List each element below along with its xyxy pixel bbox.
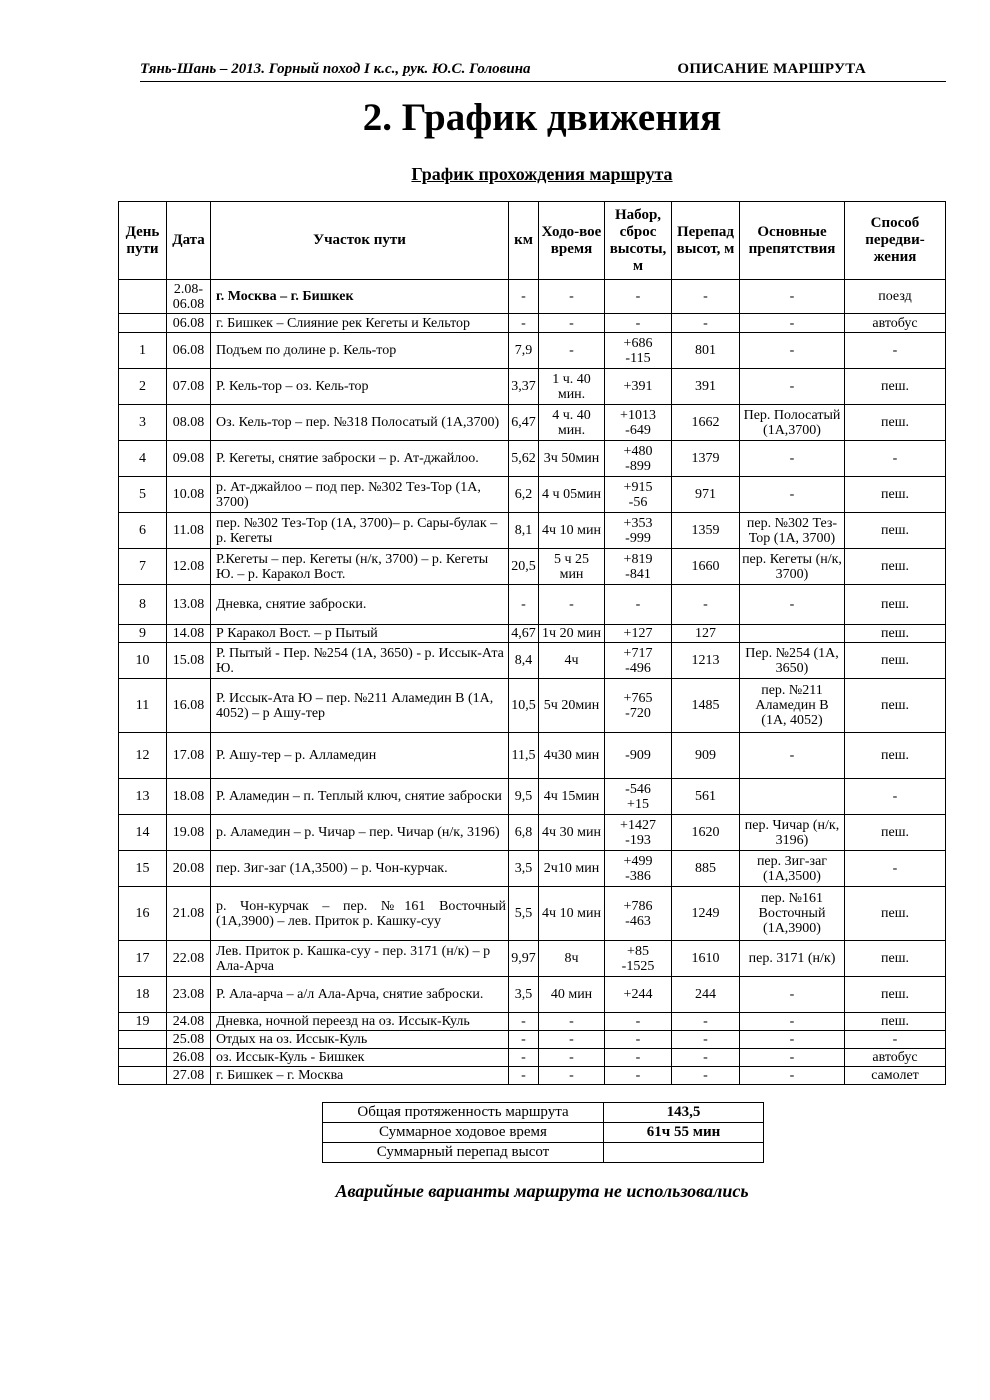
column-header: Способ передви-жения xyxy=(845,202,946,280)
table-title: График прохождения маршрута xyxy=(411,164,673,184)
column-header: Дата xyxy=(167,202,211,280)
obstacles-cell xyxy=(740,779,845,815)
schedule-table xyxy=(118,201,946,1085)
day-cell: 19 xyxy=(119,1013,167,1031)
day-cell: 6 xyxy=(119,513,167,549)
date-cell: 17.08 xyxy=(167,733,211,779)
date-cell: 24.08 xyxy=(167,1013,211,1031)
mode-cell: пеш. xyxy=(845,405,946,441)
day-cell: 13 xyxy=(119,779,167,815)
km-cell: - xyxy=(509,280,539,314)
drop-cell: 244 xyxy=(672,977,740,1013)
segment-cell: Дневка, снятие заброски. xyxy=(211,585,509,625)
time-cell: - xyxy=(539,585,605,625)
obstacles-cell: - xyxy=(740,733,845,779)
time-cell: - xyxy=(539,314,605,333)
day-cell xyxy=(119,1031,167,1049)
segment-cell: р. Ат-джайлоо – под пер. №302 Тез-Тор (1А, 3700) xyxy=(211,477,509,513)
obstacles-cell: - xyxy=(740,1013,845,1031)
mode-cell: пеш. xyxy=(845,815,946,851)
date-cell: 14.08 xyxy=(167,625,211,643)
header-right: ОПИСАНИЕ МАРШРУТА xyxy=(677,61,866,77)
date-cell: 15.08 xyxy=(167,643,211,679)
elevation-cell: +127 xyxy=(605,625,672,643)
mode-cell: пеш. xyxy=(845,585,946,625)
date-cell: 26.08 xyxy=(167,1049,211,1067)
drop-cell: 1379 xyxy=(672,441,740,477)
time-cell: 5 ч 25 мин xyxy=(539,549,605,585)
km-cell: 6,47 xyxy=(509,405,539,441)
column-header: км xyxy=(509,202,539,280)
table-row xyxy=(119,549,946,585)
elevation-cell: -909 xyxy=(605,733,672,779)
mode-cell: пеш. xyxy=(845,977,946,1013)
mode-cell: - xyxy=(845,333,946,369)
drop-cell: - xyxy=(672,585,740,625)
elevation-cell: +391 xyxy=(605,369,672,405)
km-cell: 6,2 xyxy=(509,477,539,513)
mode-cell: - xyxy=(845,779,946,815)
time-cell: 1 ч. 40 мин. xyxy=(539,369,605,405)
segment-cell: Р. Иссык-Ата Ю – пер. №211 Аламедин В (1А, 4052) – р Ашу-тер xyxy=(211,679,509,733)
elevation-cell: - xyxy=(605,1031,672,1049)
drop-cell: - xyxy=(672,1031,740,1049)
column-header: Участок пути xyxy=(211,202,509,280)
obstacles-cell: - xyxy=(740,369,845,405)
obstacles-cell: пер. №302 Тез-Тор (1А, 3700) xyxy=(740,513,845,549)
day-cell: 2 xyxy=(119,369,167,405)
mode-cell: пеш. xyxy=(845,643,946,679)
table-row xyxy=(119,333,946,369)
day-cell xyxy=(119,314,167,333)
time-cell: - xyxy=(539,280,605,314)
mode-cell: - xyxy=(845,851,946,887)
time-cell: 4ч 15мин xyxy=(539,779,605,815)
drop-cell: 1485 xyxy=(672,679,740,733)
date-cell: 25.08 xyxy=(167,1031,211,1049)
elevation-cell: +244 xyxy=(605,977,672,1013)
day-cell xyxy=(119,1067,167,1085)
time-cell: 1ч 20 мин xyxy=(539,625,605,643)
km-cell: 10,5 xyxy=(509,679,539,733)
obstacles-cell: пер. №161 Восточный (1А,3900) xyxy=(740,887,845,941)
table-row xyxy=(119,851,946,887)
day-cell: 17 xyxy=(119,941,167,977)
segment-cell: Дневка, ночной переезд на оз. Иссык-Куль xyxy=(211,1013,509,1031)
date-cell: 20.08 xyxy=(167,851,211,887)
elevation-cell: - xyxy=(605,585,672,625)
obstacles-cell: пер. Кегеты (н/к, 3700) xyxy=(740,549,845,585)
elevation-cell: - xyxy=(605,1049,672,1067)
table-row xyxy=(119,585,946,625)
drop-cell: - xyxy=(672,280,740,314)
drop-cell: 1249 xyxy=(672,887,740,941)
km-cell: - xyxy=(509,1049,539,1067)
obstacles-cell: пер. Чичар (н/к, 3196) xyxy=(740,815,845,851)
obstacles-cell xyxy=(740,625,845,643)
day-cell: 4 xyxy=(119,441,167,477)
km-cell: 4,67 xyxy=(509,625,539,643)
drop-cell: 801 xyxy=(672,333,740,369)
km-cell: 3,5 xyxy=(509,851,539,887)
time-cell: - xyxy=(539,1067,605,1085)
drop-cell: 909 xyxy=(672,733,740,779)
km-cell: 20,5 xyxy=(509,549,539,585)
segment-cell: Р.Кегеты – пер. Кегеты (н/к, 3700) – р. Кегеты Ю. – р. Каракол Вост. xyxy=(211,549,509,585)
summary-value xyxy=(604,1143,764,1163)
time-cell: 4ч 10 мин xyxy=(539,513,605,549)
table-row xyxy=(119,887,946,941)
table-row xyxy=(119,815,946,851)
day-cell: 16 xyxy=(119,887,167,941)
date-cell: 07.08 xyxy=(167,369,211,405)
km-cell: 5,5 xyxy=(509,887,539,941)
summary-row xyxy=(323,1103,764,1123)
date-cell: 09.08 xyxy=(167,441,211,477)
mode-cell: пеш. xyxy=(845,369,946,405)
table-row xyxy=(119,779,946,815)
drop-cell: 1359 xyxy=(672,513,740,549)
obstacles-cell: - xyxy=(740,333,845,369)
segment-cell: Р. Ала-арча – а/л Ала-Арча, снятие заброски. xyxy=(211,977,509,1013)
column-header: День пути xyxy=(119,202,167,280)
time-cell: 40 мин xyxy=(539,977,605,1013)
obstacles-cell: - xyxy=(740,977,845,1013)
time-cell: 4ч 30 мин xyxy=(539,815,605,851)
drop-cell: 1662 xyxy=(672,405,740,441)
date-cell: 21.08 xyxy=(167,887,211,941)
summary-label: Общая протяженность маршрута xyxy=(323,1103,604,1123)
header-left: Тянь-Шань – 2013. Горный поход I к.с., рук. Ю.С. Головина xyxy=(140,61,531,77)
mode-cell: - xyxy=(845,1031,946,1049)
column-header: Основные препятствия xyxy=(740,202,845,280)
obstacles-cell: - xyxy=(740,441,845,477)
date-cell: 19.08 xyxy=(167,815,211,851)
time-cell: 4ч30 мин xyxy=(539,733,605,779)
summary-table xyxy=(322,1102,764,1163)
km-cell: - xyxy=(509,1013,539,1031)
elevation-cell: - xyxy=(605,280,672,314)
day-cell: 11 xyxy=(119,679,167,733)
segment-cell: пер. №302 Тез-Тор (1А, 3700)– р. Сары-булак – р. Кегеты xyxy=(211,513,509,549)
time-cell: - xyxy=(539,1049,605,1067)
elevation-cell: +717 -496 xyxy=(605,643,672,679)
elevation-cell: +1013 -649 xyxy=(605,405,672,441)
summary-label: Суммарный перепад высот xyxy=(323,1143,604,1163)
mode-cell: пеш. xyxy=(845,887,946,941)
elevation-cell: - xyxy=(605,1067,672,1085)
table-row xyxy=(119,314,946,333)
day-cell: 10 xyxy=(119,643,167,679)
mode-cell: пеш. xyxy=(845,625,946,643)
km-cell: 9,97 xyxy=(509,941,539,977)
segment-cell: Подъем по долине р. Кель-тор xyxy=(211,333,509,369)
drop-cell: 391 xyxy=(672,369,740,405)
segment-cell: Отдых на оз. Иссык-Куль xyxy=(211,1031,509,1049)
summary-row xyxy=(323,1123,764,1143)
mode-cell: пеш. xyxy=(845,549,946,585)
table-row xyxy=(119,643,946,679)
km-cell: 8,4 xyxy=(509,643,539,679)
time-cell: 2ч10 мин xyxy=(539,851,605,887)
segment-cell: пер. Зиг-заг (1А,3500) – р. Чон-курчак. xyxy=(211,851,509,887)
segment-cell: р. Чон-курчак – пер. №161 Восточный (1А,3900) – лев. Приток р. Кашку-суу xyxy=(211,887,509,941)
obstacles-cell: - xyxy=(740,280,845,314)
table-row xyxy=(119,1049,946,1067)
obstacles-cell: пер. №211 Аламедин В (1А, 4052) xyxy=(740,679,845,733)
day-cell: 3 xyxy=(119,405,167,441)
elevation-cell: +1427 -193 xyxy=(605,815,672,851)
elevation-cell: +499 -386 xyxy=(605,851,672,887)
mode-cell: автобус xyxy=(845,314,946,333)
segment-cell: Р. Пытый - Пер. №254 (1А, 3650) - р. Иссык-Ата Ю. xyxy=(211,643,509,679)
date-cell: 18.08 xyxy=(167,779,211,815)
date-cell: 06.08 xyxy=(167,333,211,369)
km-cell: - xyxy=(509,585,539,625)
summary-value: 61ч 55 мин xyxy=(604,1123,764,1143)
table-row xyxy=(119,513,946,549)
km-cell: 8,1 xyxy=(509,513,539,549)
drop-cell: - xyxy=(672,1067,740,1085)
date-cell: 12.08 xyxy=(167,549,211,585)
mode-cell: пеш. xyxy=(845,733,946,779)
mode-cell: пеш. xyxy=(845,513,946,549)
table-row xyxy=(119,625,946,643)
drop-cell: 127 xyxy=(672,625,740,643)
table-row xyxy=(119,441,946,477)
column-header: Набор, сброс высоты, м xyxy=(605,202,672,280)
day-cell: 14 xyxy=(119,815,167,851)
time-cell: 4ч xyxy=(539,643,605,679)
km-cell: - xyxy=(509,314,539,333)
date-cell: 27.08 xyxy=(167,1067,211,1085)
day-cell: 12 xyxy=(119,733,167,779)
table-row xyxy=(119,733,946,779)
elevation-cell: +686 -115 xyxy=(605,333,672,369)
column-header: Ходо-вое время xyxy=(539,202,605,280)
elevation-cell: +915 -56 xyxy=(605,477,672,513)
table-row xyxy=(119,405,946,441)
column-header: Перепад высот, м xyxy=(672,202,740,280)
drop-cell: 971 xyxy=(672,477,740,513)
table-row xyxy=(119,280,946,314)
segment-cell: оз. Иссык-Куль - Бишкек xyxy=(211,1049,509,1067)
km-cell: 5,62 xyxy=(509,441,539,477)
obstacles-cell: пер. Зиг-заг (1А,3500) xyxy=(740,851,845,887)
segment-cell: Р. Ашу-тер – р. Алламедин xyxy=(211,733,509,779)
segment-cell: г. Бишкек – Слияние рек Кегеты и Кельтор xyxy=(211,314,509,333)
time-cell: - xyxy=(539,1013,605,1031)
km-cell: 7,9 xyxy=(509,333,539,369)
day-cell xyxy=(119,1049,167,1067)
obstacles-cell: - xyxy=(740,585,845,625)
summary-label: Суммарное ходовое время xyxy=(323,1123,604,1143)
mode-cell: пеш. xyxy=(845,941,946,977)
km-cell: - xyxy=(509,1067,539,1085)
segment-cell: Р. Аламедин – п. Теплый ключ, снятие заброски xyxy=(211,779,509,815)
date-cell: 11.08 xyxy=(167,513,211,549)
obstacles-cell: Пер. №254 (1А, 3650) xyxy=(740,643,845,679)
summary-row xyxy=(323,1143,764,1163)
elevation-cell: - xyxy=(605,1013,672,1031)
obstacles-cell: Пер. Полосатый (1А,3700) xyxy=(740,405,845,441)
table-row xyxy=(119,941,946,977)
day-cell xyxy=(119,280,167,314)
time-cell: - xyxy=(539,333,605,369)
time-cell: 5ч 20мин xyxy=(539,679,605,733)
date-cell: 06.08 xyxy=(167,314,211,333)
km-cell: - xyxy=(509,1031,539,1049)
segment-cell: Оз. Кель-тор – пер. №318 Полосатый (1А,3700) xyxy=(211,405,509,441)
obstacles-cell: - xyxy=(740,1031,845,1049)
segment-cell: Р. Кель-тор – оз. Кель-тор xyxy=(211,369,509,405)
date-cell: 23.08 xyxy=(167,977,211,1013)
date-cell: 13.08 xyxy=(167,585,211,625)
footer-note: Аварийные варианты маршрута не использовались xyxy=(335,1181,749,1201)
day-cell: 7 xyxy=(119,549,167,585)
obstacles-cell: пер. 3171 (н/к) xyxy=(740,941,845,977)
table-header-row xyxy=(119,202,946,280)
drop-cell: - xyxy=(672,1049,740,1067)
date-cell: 10.08 xyxy=(167,477,211,513)
time-cell: 4 ч. 40 мин. xyxy=(539,405,605,441)
time-cell: 3ч 50мин xyxy=(539,441,605,477)
segment-cell: р. Аламедин – р. Чичар – пер. Чичар (н/к, 3196) xyxy=(211,815,509,851)
time-cell: 4 ч 05мин xyxy=(539,477,605,513)
drop-cell: - xyxy=(672,1013,740,1031)
drop-cell: - xyxy=(672,314,740,333)
table-row xyxy=(119,679,946,733)
table-row xyxy=(119,477,946,513)
elevation-cell: +85 -1525 xyxy=(605,941,672,977)
elevation-cell: +353 -999 xyxy=(605,513,672,549)
elevation-cell: +819 -841 xyxy=(605,549,672,585)
segment-cell: г. Бишкек – г. Москва xyxy=(211,1067,509,1085)
mode-cell: поезд xyxy=(845,280,946,314)
mode-cell: пеш. xyxy=(845,1013,946,1031)
day-cell: 8 xyxy=(119,585,167,625)
drop-cell: 1660 xyxy=(672,549,740,585)
table-row xyxy=(119,369,946,405)
km-cell: 9,5 xyxy=(509,779,539,815)
drop-cell: 1620 xyxy=(672,815,740,851)
day-cell: 18 xyxy=(119,977,167,1013)
segment-cell: Р Каракол Вост. – р Пытый xyxy=(211,625,509,643)
km-cell: 3,37 xyxy=(509,369,539,405)
table-row xyxy=(119,1031,946,1049)
obstacles-cell: - xyxy=(740,477,845,513)
obstacles-cell: - xyxy=(740,1049,845,1067)
date-cell: 2.08-06.08 xyxy=(167,280,211,314)
day-cell: 5 xyxy=(119,477,167,513)
obstacles-cell: - xyxy=(740,314,845,333)
segment-cell: г. Москва – г. Бишкек xyxy=(211,280,509,314)
mode-cell: - xyxy=(845,441,946,477)
page-header xyxy=(140,59,946,82)
mode-cell: автобус xyxy=(845,1049,946,1067)
page-title: 2. График движения xyxy=(362,96,722,139)
km-cell: 6,8 xyxy=(509,815,539,851)
elevation-cell: +786 -463 xyxy=(605,887,672,941)
date-cell: 22.08 xyxy=(167,941,211,977)
mode-cell: пеш. xyxy=(845,679,946,733)
segment-cell: Р. Кегеты, снятие заброски – р. Ат-джайлоо. xyxy=(211,441,509,477)
elevation-cell: -546 +15 xyxy=(605,779,672,815)
date-cell: 08.08 xyxy=(167,405,211,441)
obstacles-cell: - xyxy=(740,1067,845,1085)
drop-cell: 885 xyxy=(672,851,740,887)
table-row xyxy=(119,977,946,1013)
date-cell: 16.08 xyxy=(167,679,211,733)
mode-cell: пеш. xyxy=(845,477,946,513)
day-cell: 9 xyxy=(119,625,167,643)
table-row xyxy=(119,1013,946,1031)
time-cell: 8ч xyxy=(539,941,605,977)
summary-value: 143,5 xyxy=(604,1103,764,1123)
day-cell: 15 xyxy=(119,851,167,887)
elevation-cell: +480 -899 xyxy=(605,441,672,477)
segment-cell: Лев. Приток р. Кашка-суу - пер. 3171 (н/к) – р Ала-Арча xyxy=(211,941,509,977)
drop-cell: 561 xyxy=(672,779,740,815)
mode-cell: самолет xyxy=(845,1067,946,1085)
drop-cell: 1610 xyxy=(672,941,740,977)
km-cell: 11,5 xyxy=(509,733,539,779)
day-cell: 1 xyxy=(119,333,167,369)
drop-cell: 1213 xyxy=(672,643,740,679)
table-row xyxy=(119,1067,946,1085)
elevation-cell: +765 -720 xyxy=(605,679,672,733)
time-cell: 4ч 10 мин xyxy=(539,887,605,941)
elevation-cell: - xyxy=(605,314,672,333)
time-cell: - xyxy=(539,1031,605,1049)
km-cell: 3,5 xyxy=(509,977,539,1013)
